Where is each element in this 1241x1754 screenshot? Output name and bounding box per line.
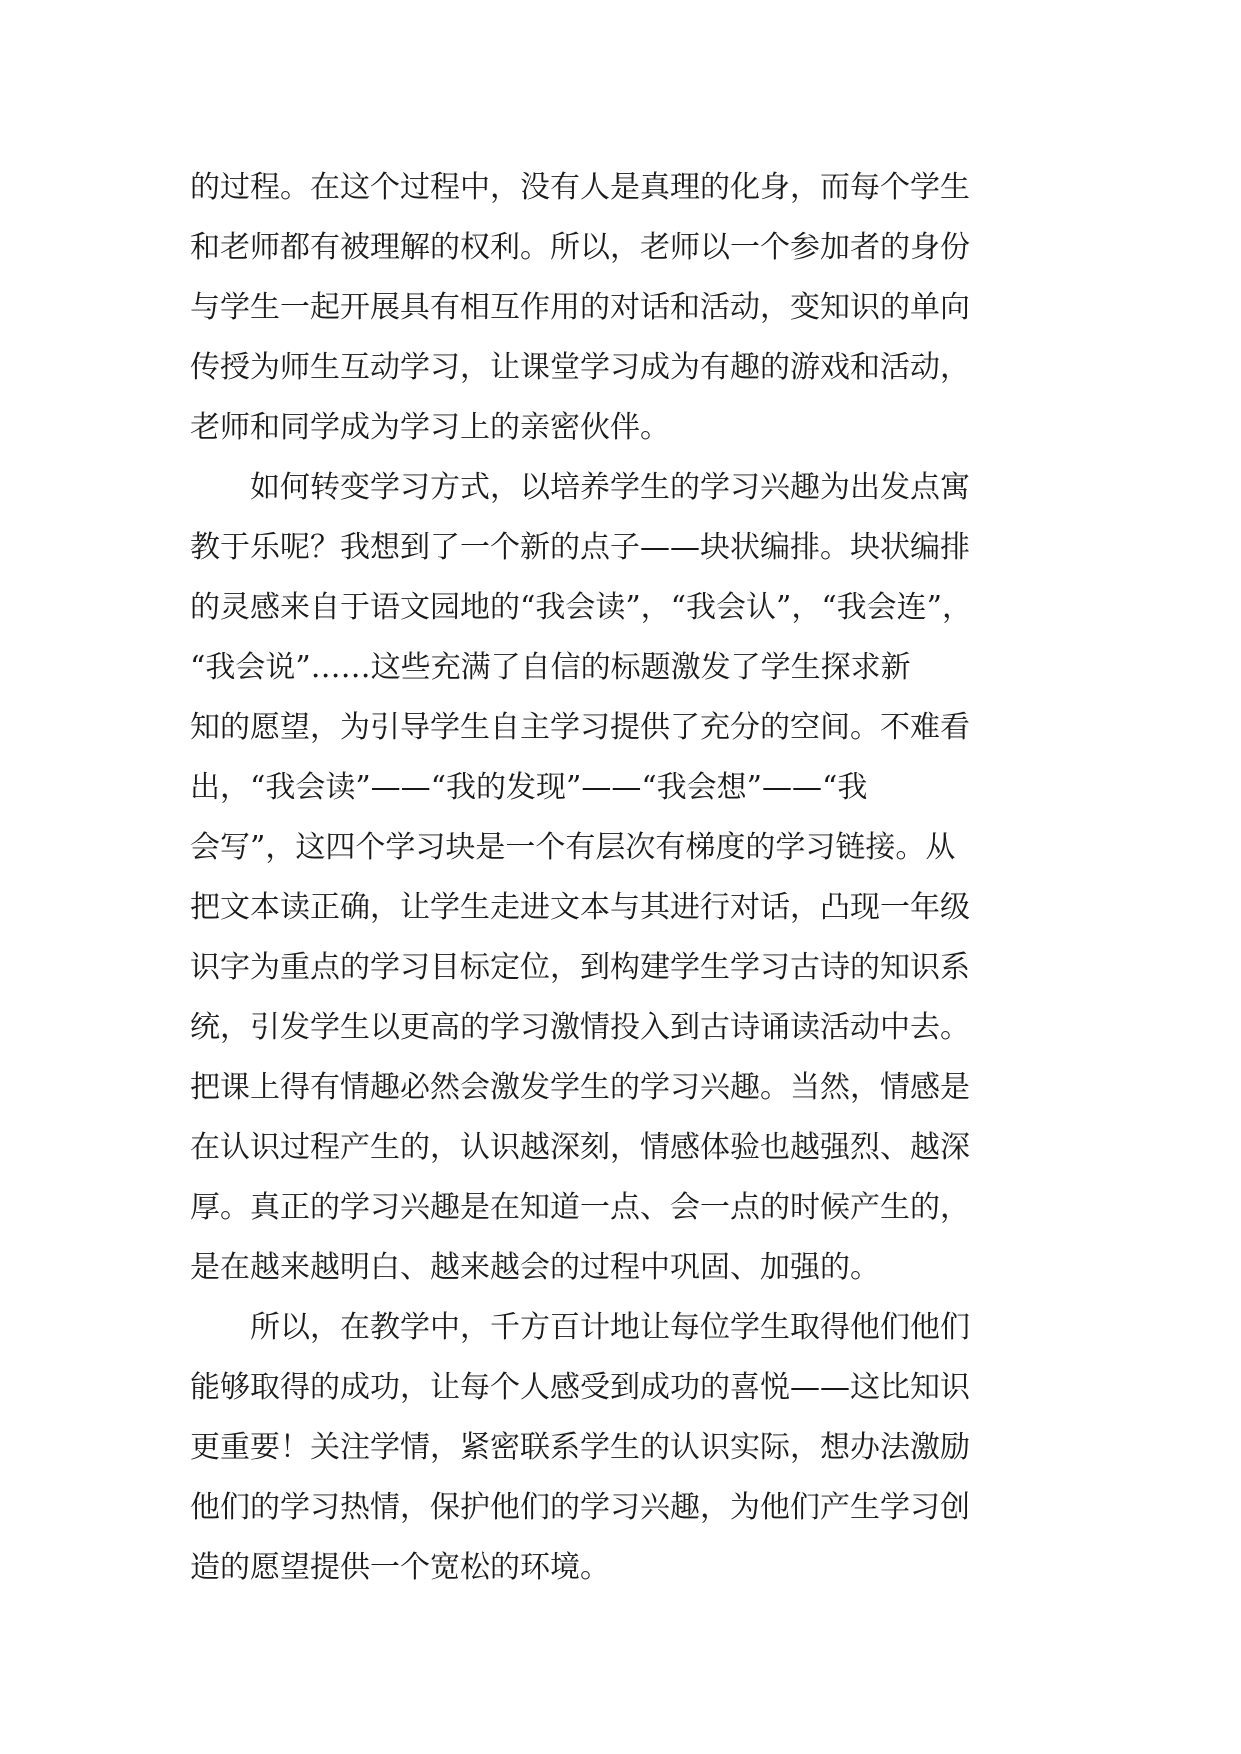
text-line: 是在越来越明白、越来越会的过程中巩固、加强的。 xyxy=(190,1250,880,1285)
text-line: 把文本读正确，让学生走进文本与其进行对话，凸现一年级 xyxy=(190,890,970,925)
text-line: 出，“我会读”——“我的发现”——“我会想”——“我 xyxy=(190,770,868,805)
paragraph-3 xyxy=(190,1298,1050,1598)
text-line: 统，引发学生以更高的学习激情投入到古诗诵读活动中去。 xyxy=(190,1010,970,1045)
paragraph-1 xyxy=(190,158,1050,458)
text-line: 老师和同学成为学习上的亲密伙伴。 xyxy=(190,410,670,445)
text-line: 造的愿望提供一个宽松的环境。 xyxy=(190,1550,610,1585)
text-line: 所以，在教学中，千方百计地让每位学生取得他们他们 xyxy=(190,1310,970,1345)
text-line: 更重要！关注学情，紧密联系学生的认识实际，想办法激励 xyxy=(190,1430,970,1465)
text-line: 的灵感来自于语文园地的“我会读”，“我会认”，“我会连”， xyxy=(190,590,973,625)
text-line: 和老师都有被理解的权利。所以，老师以一个参加者的身份 xyxy=(190,230,970,265)
text-line: 传授为师生互动学习，让课堂学习成为有趣的游戏和活动， xyxy=(190,350,970,385)
text-line: 与学生一起开展具有相互作用的对话和活动，变知识的单向 xyxy=(190,290,970,325)
text-line: 识字为重点的学习目标定位，到构建学生学习古诗的知识系 xyxy=(190,950,970,985)
text-line: 能够取得的成功，让每个人感受到成功的喜悦——这比知识 xyxy=(190,1370,970,1405)
text-line: 他们的学习热情，保护他们的学习兴趣，为他们产生学习创 xyxy=(190,1490,970,1525)
text-line: 把课上得有情趣必然会激发学生的学习兴趣。当然，情感是 xyxy=(190,1070,970,1105)
document-body xyxy=(190,158,1050,1598)
text-line: 会写”，这四个学习块是一个有层次有梯度的学习链接。从 xyxy=(190,830,956,865)
text-line: 的过程。在这个过程中，没有人是真理的化身，而每个学生 xyxy=(190,170,970,205)
text-line: 知的愿望，为引导学生自主学习提供了充分的空间。不难看 xyxy=(190,710,970,745)
text-line: “我会说”……这些充满了自信的标题激发了学生探求新 xyxy=(190,650,911,685)
text-line: 如何转变学习方式，以培养学生的学习兴趣为出发点寓 xyxy=(190,470,970,505)
text-line: 教于乐呢？我想到了一个新的点子——块状编排。块状编排 xyxy=(190,530,970,565)
text-line: 在认识过程产生的，认识越深刻，情感体验也越强烈、越深 xyxy=(190,1130,970,1165)
paragraph-2 xyxy=(190,458,1050,1298)
text-line: 厚。真正的学习兴趣是在知道一点、会一点的时候产生的， xyxy=(190,1190,970,1225)
